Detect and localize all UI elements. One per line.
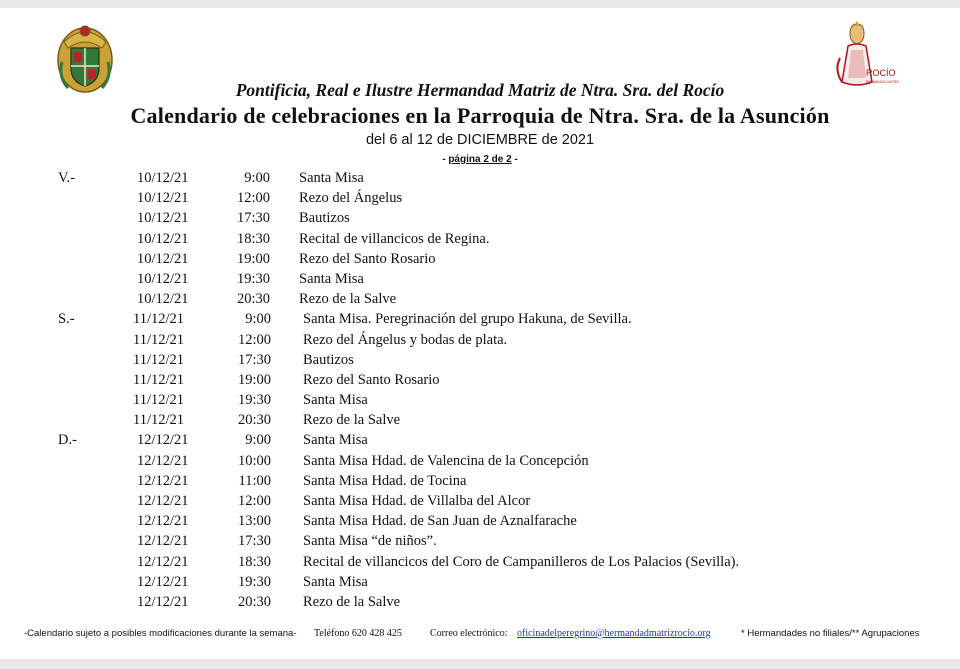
schedule-row (0, 188, 960, 208)
date-cell: 12/12/21 (137, 472, 189, 489)
time-cell: 12:00 (236, 190, 270, 207)
date-cell: 11/12/21 (133, 311, 185, 328)
schedule-row (0, 471, 960, 491)
time-cell: 19:30 (237, 392, 271, 409)
date-cell: 11/12/21 (133, 371, 185, 388)
date-cell: 12/12/21 (137, 573, 189, 590)
day-label: D.- (58, 432, 77, 449)
schedule-row (0, 410, 960, 430)
schedule-list (0, 168, 960, 612)
activity-cell: Santa Misa (303, 573, 368, 590)
date-cell: 12/12/21 (137, 553, 189, 570)
date-cell: 10/12/21 (137, 291, 189, 308)
schedule-row (0, 572, 960, 592)
emblem-title: ROCÍO (866, 68, 896, 78)
date-cell: 10/12/21 (137, 190, 189, 207)
activity-cell: Santa Misa Hdad. de Tocina (303, 472, 467, 489)
date-cell: 11/12/21 (133, 351, 185, 368)
activity-cell: Santa Misa “de niños”. (303, 533, 437, 550)
time-cell: 10:00 (237, 452, 271, 469)
schedule-row (0, 592, 960, 612)
time-cell: 18:30 (237, 553, 271, 570)
time-cell: 12:00 (237, 493, 271, 509)
schedule-row (0, 309, 960, 329)
time-cell: 12:00 (237, 331, 271, 348)
activity-cell: Recital de villancicos del Coro de Campanilleros de Los Palacios (Sevilla). (303, 553, 740, 570)
schedule-row (0, 491, 960, 511)
schedule-row (0, 229, 960, 249)
time-cell: 9:00 (245, 432, 271, 449)
schedule-row (0, 430, 960, 450)
activity-cell: Rezo del Ángelus (299, 190, 403, 207)
activity-cell: Santa Misa. Peregrinación del grupo Hakuna, de Sevilla. (303, 311, 632, 328)
activity-cell: Santa Misa (299, 170, 364, 186)
date-cell: 11/12/21 (133, 331, 185, 348)
time-cell: 17:30 (236, 210, 270, 227)
date-cell: 12/12/21 (137, 513, 189, 530)
time-cell: 18:30 (236, 230, 270, 247)
date-cell: 11/12/21 (133, 392, 185, 409)
date-cell: 10/12/21 (137, 270, 189, 287)
activity-cell: Rezo de la Salve (303, 412, 401, 429)
footer-legend: * Hermandades no filiales/** Agrupaciones (741, 628, 920, 639)
date-range: del 6 al 12 de DICIEMBRE de 2021 (365, 132, 595, 148)
time-cell: 19:30 (236, 270, 270, 287)
footer-note: -Calendario sujeto a posibles modificaciones durante la semana- (24, 628, 297, 639)
schedule-row (0, 552, 960, 572)
page-indicator-label: página 2 de 2 (448, 154, 512, 165)
time-cell: 13:00 (237, 513, 271, 530)
time-cell: 17:30 (237, 533, 271, 550)
window-frame-bottom (0, 659, 960, 669)
schedule-row (0, 249, 960, 269)
date-cell: 11/12/21 (133, 412, 185, 429)
footer-email-label: Correo electrónico: (430, 628, 508, 639)
activity-cell: Rezo del Santo Rosario (303, 371, 440, 388)
activity-cell: Santa Misa (303, 432, 368, 449)
activity-cell: Recital de villancicos de Regina. (299, 230, 490, 247)
window-frame-top (0, 0, 960, 8)
date-cell: 12/12/21 (137, 593, 189, 610)
date-cell: 12/12/21 (137, 432, 189, 449)
footer-phone: Teléfono 620 428 425 (314, 628, 402, 639)
activity-cell: Rezo del Ángelus y bodas de plata. (303, 331, 508, 348)
time-cell: 19:00 (236, 250, 270, 267)
schedule-row (0, 269, 960, 289)
activity-cell: Santa Misa (303, 392, 368, 409)
footer (0, 628, 960, 644)
schedule-row (0, 370, 960, 390)
activity-cell: Rezo del Santo Rosario (299, 250, 436, 267)
page-title: Calendario de celebraciones en la Parroquia de Ntra. Sra. de la Asunción (130, 103, 830, 128)
date-cell: 10/12/21 (137, 250, 189, 267)
activity-cell: Rezo de la Salve (299, 291, 397, 308)
date-cell: 10/12/21 (137, 230, 189, 247)
page-indicator (0, 154, 960, 165)
activity-cell: Bautizos (303, 351, 354, 368)
schedule-row (0, 511, 960, 531)
footer-email-link[interactable]: oficinadelperegrino@hermandadmatrizrocio.org (517, 628, 711, 639)
schedule-row (0, 531, 960, 551)
day-label: V.- (58, 170, 76, 186)
date-cell: 12/12/21 (137, 452, 189, 469)
schedule-row (0, 390, 960, 410)
schedule-row (0, 451, 960, 471)
time-cell: 17:30 (237, 351, 271, 368)
day-label: S.- (58, 311, 75, 328)
time-cell: 19:30 (237, 573, 271, 590)
schedule-row (0, 289, 960, 309)
schedule-row (0, 330, 960, 350)
activity-cell: Santa Misa Hdad. de Villalba del Alcor (303, 493, 531, 509)
date-cell: 12/12/21 (137, 493, 189, 509)
date-cell: 12/12/21 (137, 533, 189, 550)
date-cell: 10/12/21 (137, 210, 189, 227)
page-indicator-prefix: - (442, 154, 449, 165)
page-indicator-suffix: - (511, 154, 518, 165)
time-cell: 20:30 (237, 412, 271, 429)
schedule-row (0, 350, 960, 370)
time-cell: 9:00 (245, 311, 271, 328)
time-cell: 20:30 (237, 593, 271, 610)
emblem-subtitle: HERMANDAD MATRIZ (866, 80, 900, 84)
time-cell: 11:00 (238, 472, 271, 489)
activity-cell: Rezo de la Salve (303, 593, 401, 610)
activity-cell: Bautizos (299, 210, 350, 227)
time-cell: 20:30 (236, 291, 270, 308)
schedule-row (0, 168, 960, 188)
hermandad-name: Pontificia, Real e Ilustre Hermandad Matriz de Ntra. Sra. del Rocío (235, 80, 725, 100)
time-cell: 19:00 (237, 371, 271, 388)
activity-cell: Santa Misa Hdad. de San Juan de Aznalfarache (303, 513, 577, 530)
time-cell: 9:00 (244, 170, 270, 186)
activity-cell: Santa Misa Hdad. de Valencina de la Concepción (303, 452, 589, 469)
activity-cell: Santa Misa (299, 270, 364, 287)
schedule-row (0, 208, 960, 228)
date-cell: 10/12/21 (137, 170, 189, 186)
